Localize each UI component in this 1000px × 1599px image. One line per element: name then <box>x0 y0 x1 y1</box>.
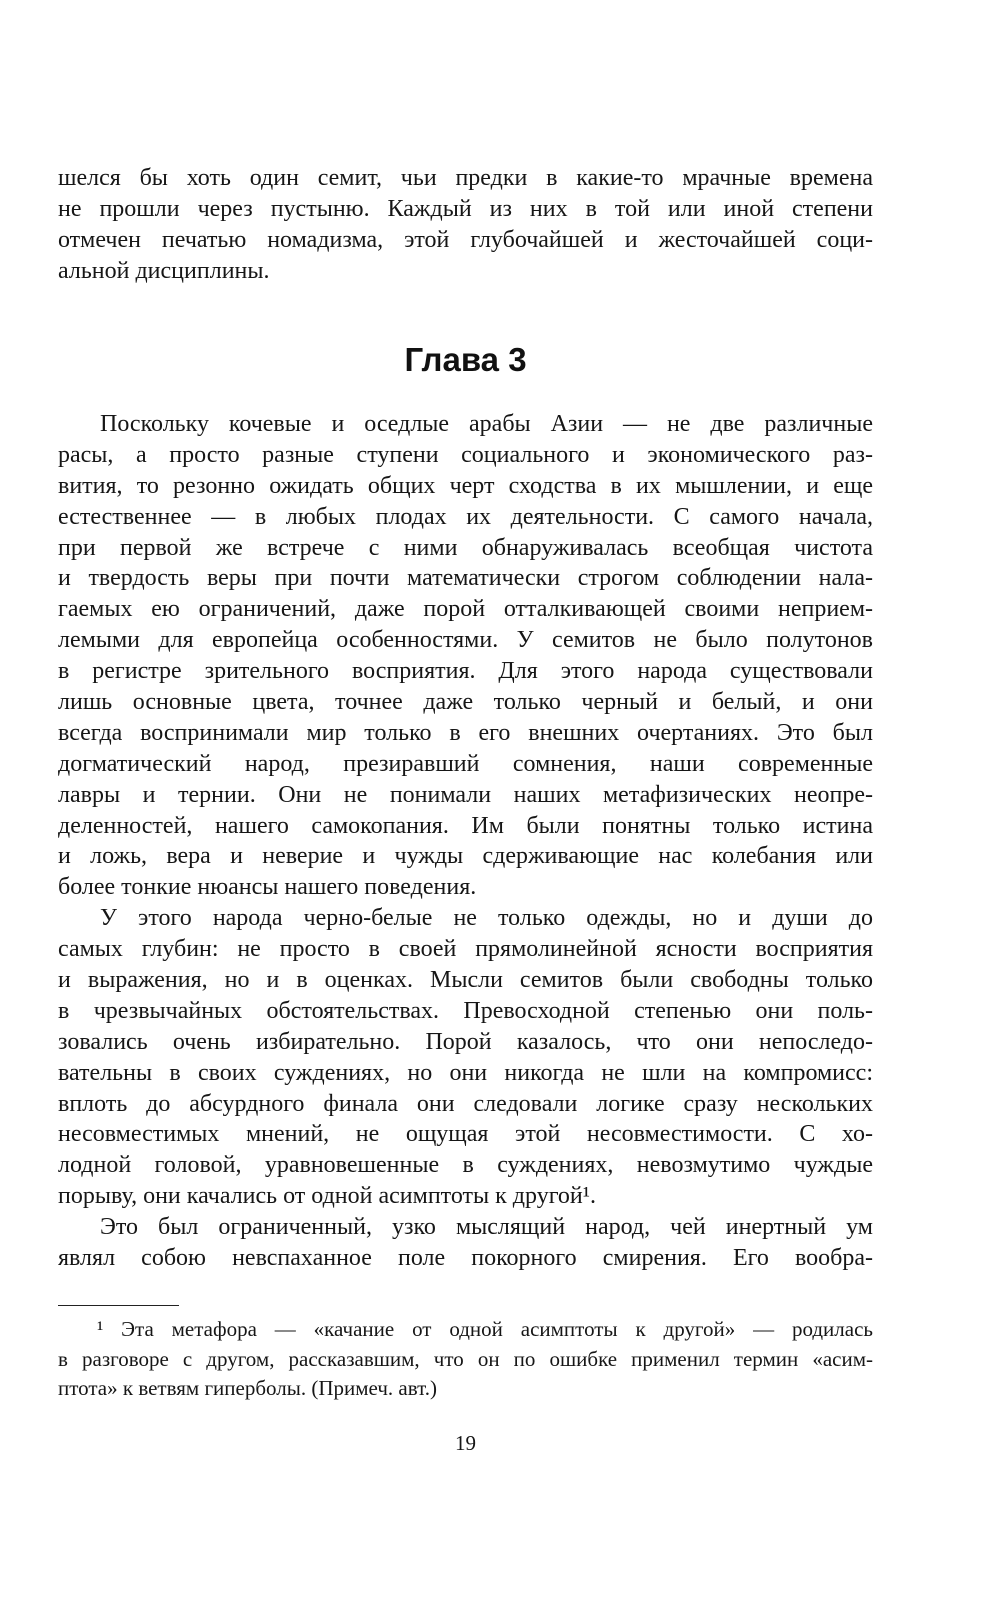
text-line: Это был ограниченный, узко мыслящий народ, чей инертный ум <box>100 1214 873 1241</box>
text-line: зовались очень избирательно. Порой казалось, что они непоследо- <box>58 1028 873 1055</box>
text-line: гаемых ею ограничений, даже порой отталкивающей своими неприем- <box>58 596 873 623</box>
text-line: при первой же встрече с ними обнаруживалась всеобщая чистота <box>58 534 873 561</box>
footnote-line: ¹ Эта метафора — «качание от одной асимптоты к другой» — родилась <box>97 1317 873 1341</box>
text-line: более тонкие нюансы нашего поведения. <box>58 874 477 901</box>
text-line: догматический народ, презиравший сомнения, наши современные <box>58 750 873 777</box>
text-line: вития, то резонно ожидать общих черт сходства в их мышлении, и еще <box>58 472 873 499</box>
text-line: лишь основные цвета, точнее даже только черный и белый, и они <box>58 689 873 716</box>
paragraph <box>58 163 873 287</box>
paragraph <box>58 1212 873 1274</box>
text-line: расы, а просто разные ступени социального и экономического раз- <box>58 441 873 468</box>
footnote <box>58 1315 873 1404</box>
text-line: и твердость веры при почти математически строгом соблюдении нала- <box>58 565 873 592</box>
text-line: отмечен печатью номадизма, этой глубочайшей и жесточайшей соци- <box>58 226 873 253</box>
chapter-heading: Глава 3 <box>404 341 527 378</box>
text-line: и выражения, но и в оценках. Мысли семитов были свободны только <box>58 967 873 994</box>
text-line: являл собою невспаханное поле покорного смирения. Его вообра- <box>58 1245 873 1272</box>
footnote-line: в разговоре с другом, рассказавшим, что он по ошибке применил термин «асим- <box>58 1346 873 1371</box>
text-line: не прошли через пустыню. Каждый из них в той или иной степени <box>58 195 873 222</box>
text-line: лодной головой, уравновешенные в суждениях, невозмутимо чуждые <box>58 1152 873 1179</box>
text-line: У этого народа черно-белые не только одежды, но и души до <box>100 905 873 932</box>
text-line: в чрезвычайных обстоятельствах. Превосходной степенью они поль- <box>58 997 873 1024</box>
text-line: вательны в своих суждениях, но они никогда не шли на компромисс: <box>58 1059 873 1086</box>
text-line: Поскольку кочевые и оседлые арабы Азии — не две различные <box>100 411 873 437</box>
text-line: вплоть до абсурдного финала они следовали логике сразу нескольких <box>58 1090 873 1117</box>
text-line: и ложь, вера и неверие и чужды сдерживающие нас колебания или <box>58 843 873 870</box>
main-text <box>58 409 873 1274</box>
text-line: деленностей, нашего самокопания. Им были понятны только истина <box>58 812 873 839</box>
footnote-line: птота» к ветвям гиперболы. (Примеч. авт.) <box>58 1376 437 1401</box>
text-line: лавры и тернии. Они не понимали наших метафизических неопре- <box>58 781 873 808</box>
text-line: альной дисциплины. <box>58 257 270 284</box>
text-line: несовместимых мнений, не ощущая этой несовместимости. С хо- <box>58 1121 873 1148</box>
page-number: 19 <box>455 1431 476 1455</box>
text-line: всегда воспринимали мир только в его внешних очертаниях. Это был <box>58 719 873 746</box>
text-line: шелся бы хоть один семит, чьи предки в какие-то мрачные времена <box>58 165 873 191</box>
paragraph <box>58 409 873 903</box>
text-line: самых глубин: не просто в своей прямолинейной ясности восприятия <box>58 936 873 963</box>
text-line: в регистре зрительного восприятия. Для этого народа существовали <box>58 658 873 685</box>
footnote-separator <box>58 1305 179 1306</box>
text-line: лемыми для европейца особенностями. У семитов не было полутонов <box>58 627 873 654</box>
paragraph <box>58 903 873 1212</box>
text-line: естественнее — в любых плодах их деятельности. С самого начала, <box>58 503 873 530</box>
text-line: порыву, они качались от одной асимптоты к другой¹. <box>58 1183 596 1210</box>
